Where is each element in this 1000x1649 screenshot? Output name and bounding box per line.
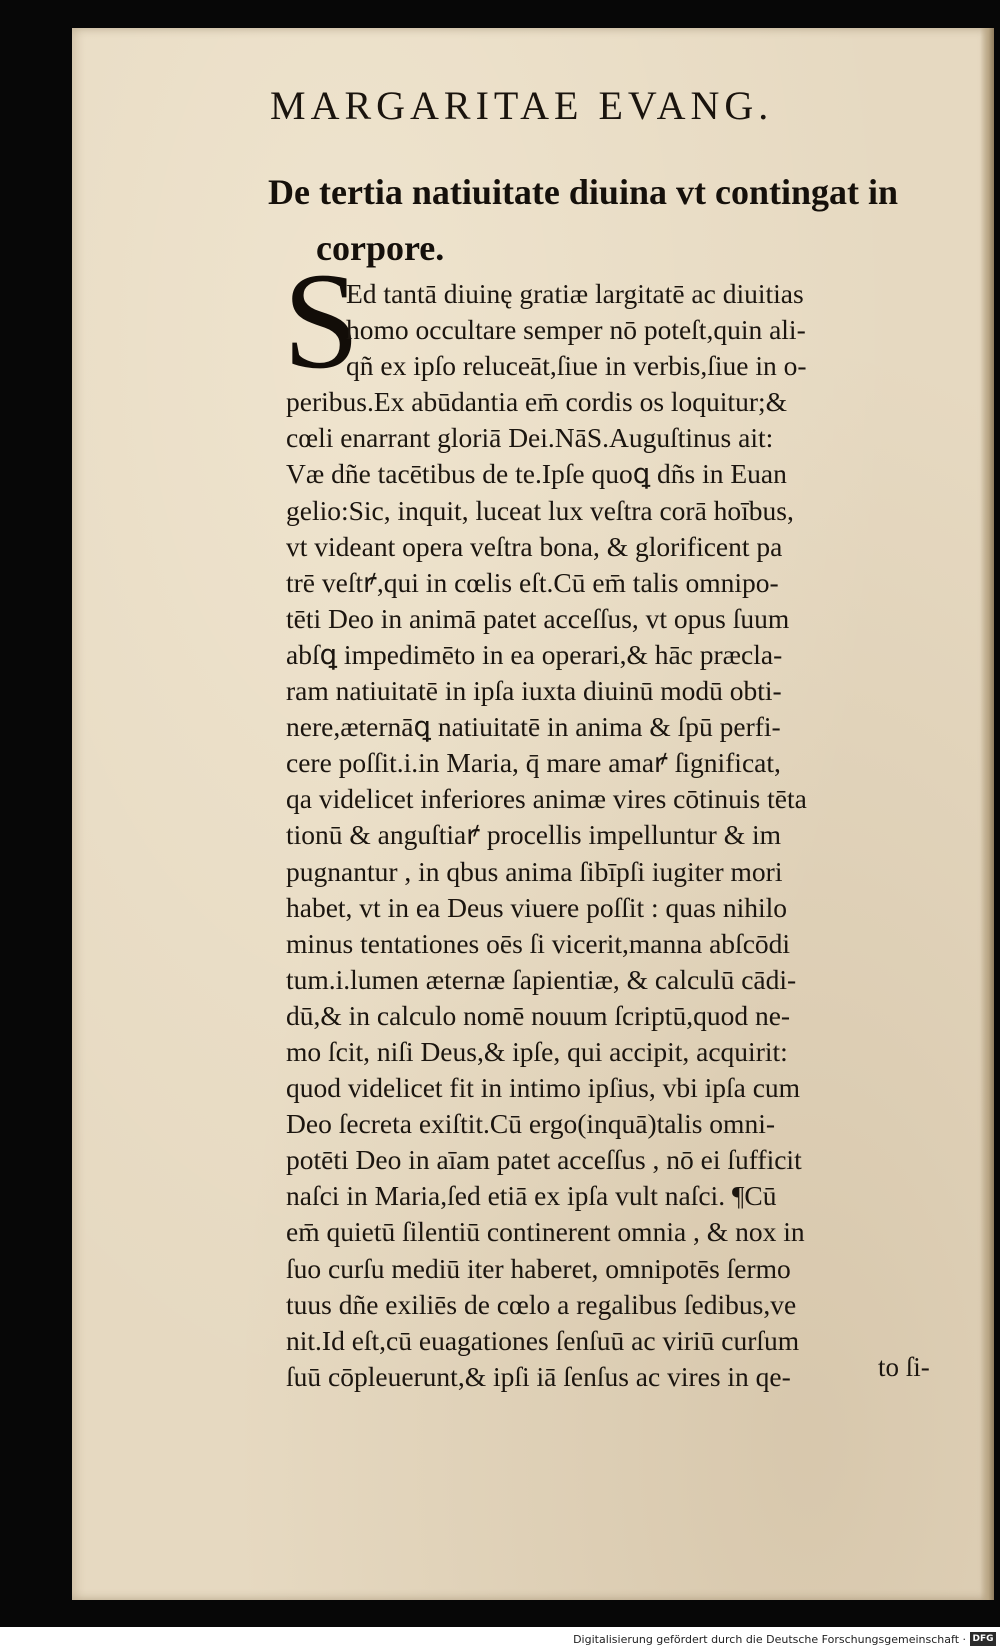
digitization-footer (0, 1627, 1000, 1649)
body-line: Væ dñe tacētibus de te.Ipſe quoꝗ dñs in Euan (286, 458, 787, 490)
body-line: peribus.Ex abūdantia em̄ cordis os loquitur;& (286, 386, 788, 418)
body-line: vt videant opera veſtra bona, & glorificent pa (286, 530, 783, 562)
body-line: abſꝗ impedimēto in ea operari,& hāc præcla- (286, 638, 783, 670)
body-line: qñ ex ipſo reluceāt,ſiue in verbis,ſiue in o- (346, 350, 807, 382)
body-line: ram natiuitatē in ipſa iuxta diuinū modū obti- (286, 675, 782, 707)
body-line: qa videlicet inferiores animæ vires cōtinuis tēta (286, 783, 807, 815)
body-line: habet, vt in ea Deus viuere poſſit : quas nihilo (286, 891, 788, 923)
drop-cap-letter: S (283, 244, 360, 397)
body-line: tionū & anguſtiaꝵ procellis impelluntur & im (286, 819, 781, 851)
body-line: Deo ſecreta exiſtit.Cū ergo(inquā)talis omni- (286, 1108, 775, 1140)
body-line: mo ſcit, niſi Deus,& ipſe, qui accipit, acquirit: (286, 1035, 788, 1067)
body-line: ſuū cōpleuerunt,& ipſi iā ſenſus ac vires in qe- (286, 1360, 791, 1392)
body-line: cœli enarrant gloriā Dei.NāS.Auguſtinus ait: (286, 422, 774, 454)
catchword: to ſi- (878, 1352, 930, 1382)
body-line: tum.i.lumen æternæ ſapientiæ, & calculū cādi- (286, 963, 797, 995)
body-line: homo occultare semper nō poteſt,quin ali- (346, 314, 806, 346)
body-line: minus tentationes oēs ſi vicerit,manna abſcōdi (286, 927, 791, 959)
body-text (286, 276, 966, 1395)
body-line: em̄ quietū ſilentiū continerent omnia , & nox in (286, 1216, 805, 1248)
body-line: dū,& in calculo nomē nouum ſcriptū,quod ne- (286, 999, 791, 1031)
body-line: ſuo curſu mediū iter haberet, omnipotēs ſermo (286, 1252, 791, 1284)
body-line: naſci in Maria,ſed etiā ex ipſa vult naſci. ¶Cū (286, 1180, 777, 1212)
body-line: quod videlicet fit in intimo ipſius, vbi ipſa cum (286, 1072, 801, 1104)
section-title (268, 164, 968, 276)
body-line: nere,æternāꝗ natiuitatē in anima & ſpū perfi- (286, 711, 781, 743)
footer-credit: Digitalisierung gefördert durch die Deutsche Forschungsgemeinschaft · (573, 1633, 966, 1646)
body-line: tuus dñe exiliēs de cœlo a regalibus ſedibus,ve (286, 1288, 797, 1320)
dfg-logo: DFG (970, 1632, 996, 1646)
body-line: cere poſſit.i.in Maria, q̄ mare amaꝵ ſignificat, (286, 747, 781, 779)
section-title-line-2: corpore. (316, 228, 445, 268)
running-head: MARGARITAE EVANG. (270, 83, 774, 128)
body-line: gelio:Sic, inquit, luceat lux veſtra corā hoībus, (286, 494, 794, 526)
body-line: potēti Deo in aīam patet acceſſus , nō ei ſufficit (286, 1144, 802, 1176)
body-line: Ed tantā diuinę gratiæ largitatē ac diuitias (346, 278, 804, 309)
section-title-line-1: De tertia natiuitate diuina vt contingat in (268, 172, 898, 212)
body-line: trē veſtꝵ,qui in cœlis eſt.Cū em̄ talis omnipo- (286, 566, 779, 598)
body-line: nit.Id eſt,cū euagationes ſenſuū ac viriū curſum (286, 1324, 800, 1356)
page-edge (980, 28, 994, 1600)
body-line: pugnantur , in qbus anima ſibīpſi iugiter mori (286, 855, 783, 887)
body-line: tēti Deo in animā patet acceſſus, vt opus ſuum (286, 602, 790, 634)
